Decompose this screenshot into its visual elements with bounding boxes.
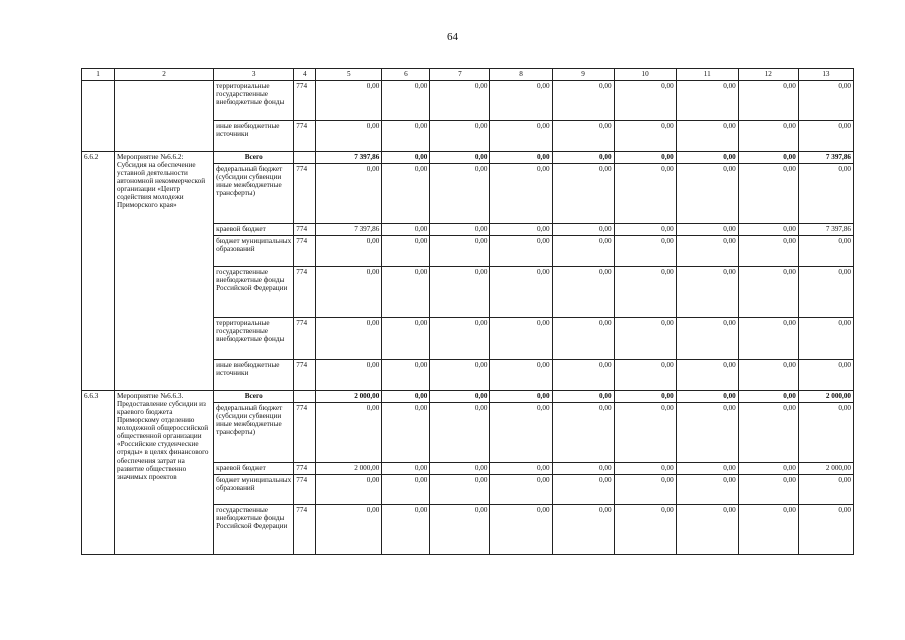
amount-cell: 0,00 bbox=[798, 236, 853, 267]
amount-cell: 0,00 bbox=[614, 318, 676, 360]
amount-cell: 0,00 bbox=[614, 164, 676, 224]
event-name-cell: Мероприятие №6.6.3. Предоставление субсидии из краевого бюджета Приморскому отделению молодежной общероссийской общественной организации «Российские студенческие отряды» в целях финансового обеспечения затрат на развитие общественно значимых проектов bbox=[115, 391, 214, 555]
source-cell: федеральный бюджет (субсидии субвенции иные межбюджетные трансферты) bbox=[214, 164, 294, 224]
column-header: 2 bbox=[115, 69, 214, 81]
grbs-cell: 774 bbox=[294, 121, 316, 152]
amount-cell: 0,00 bbox=[614, 81, 676, 121]
grbs-cell: 774 bbox=[294, 164, 316, 224]
amount-cell: 0,00 bbox=[490, 391, 552, 403]
amount-cell: 0,00 bbox=[798, 403, 853, 463]
amount-cell: 0,00 bbox=[552, 164, 614, 224]
column-header: 13 bbox=[798, 69, 853, 81]
table-row bbox=[82, 81, 854, 121]
row-number-cell: 6.6.3 bbox=[82, 391, 115, 555]
amount-cell: 0,00 bbox=[490, 475, 552, 505]
amount-cell: 0,00 bbox=[382, 236, 430, 267]
amount-cell: 0,00 bbox=[676, 164, 738, 224]
amount-cell: 0,00 bbox=[430, 318, 490, 360]
amount-cell: 0,00 bbox=[614, 224, 676, 236]
page-number: 64 bbox=[447, 31, 458, 43]
amount-cell: 0,00 bbox=[614, 475, 676, 505]
amount-cell: 0,00 bbox=[614, 463, 676, 475]
amount-cell: 0,00 bbox=[490, 121, 552, 152]
column-header: 4 bbox=[294, 69, 316, 81]
amount-cell: 0,00 bbox=[430, 391, 490, 403]
amount-cell: 0,00 bbox=[738, 318, 798, 360]
amount-cell: 0,00 bbox=[738, 463, 798, 475]
amount-cell: 7 397,86 bbox=[316, 152, 382, 164]
source-cell: краевой бюджет bbox=[214, 224, 294, 236]
amount-cell: 0,00 bbox=[430, 236, 490, 267]
amount-cell: 0,00 bbox=[430, 224, 490, 236]
amount-cell: 0,00 bbox=[738, 360, 798, 391]
event-name-cell: Мероприятие №6.6.2: Субсидия на обеспечение уставной деятельности автономной некоммерческой организации «Центр содействия молодежи Приморского края» bbox=[115, 152, 214, 391]
amount-cell: 0,00 bbox=[552, 81, 614, 121]
grbs-cell bbox=[294, 152, 316, 164]
grbs-cell: 774 bbox=[294, 318, 316, 360]
source-cell: государственные внебюджетные фонды Российской Федерации bbox=[214, 505, 294, 555]
amount-cell: 0,00 bbox=[798, 267, 853, 318]
amount-cell: 0,00 bbox=[676, 267, 738, 318]
column-header: 6 bbox=[382, 69, 430, 81]
amount-cell: 0,00 bbox=[490, 164, 552, 224]
amount-cell: 0,00 bbox=[552, 152, 614, 164]
amount-cell: 0,00 bbox=[382, 121, 430, 152]
amount-cell: 0,00 bbox=[738, 152, 798, 164]
column-header: 5 bbox=[316, 69, 382, 81]
amount-cell: 0,00 bbox=[738, 224, 798, 236]
amount-cell: 0,00 bbox=[676, 236, 738, 267]
amount-cell: 0,00 bbox=[316, 164, 382, 224]
amount-cell: 0,00 bbox=[490, 224, 552, 236]
column-header: 3 bbox=[214, 69, 294, 81]
amount-cell: 0,00 bbox=[430, 463, 490, 475]
event-name-cell bbox=[115, 81, 214, 152]
source-cell: бюджет муниципальных образований bbox=[214, 236, 294, 267]
amount-cell: 0,00 bbox=[382, 81, 430, 121]
table-row bbox=[82, 391, 854, 403]
amount-cell: 0,00 bbox=[382, 224, 430, 236]
amount-cell: 0,00 bbox=[316, 403, 382, 463]
amount-cell: 0,00 bbox=[430, 360, 490, 391]
amount-cell: 0,00 bbox=[382, 318, 430, 360]
column-header: 8 bbox=[490, 69, 552, 81]
amount-cell: 0,00 bbox=[316, 81, 382, 121]
amount-cell: 0,00 bbox=[738, 164, 798, 224]
amount-cell: 0,00 bbox=[382, 505, 430, 555]
amount-cell: 0,00 bbox=[614, 121, 676, 152]
amount-cell: 0,00 bbox=[430, 81, 490, 121]
amount-cell: 0,00 bbox=[552, 318, 614, 360]
amount-cell: 0,00 bbox=[552, 224, 614, 236]
source-cell: территориальные государственные внебюджетные фонды bbox=[214, 81, 294, 121]
amount-cell: 0,00 bbox=[490, 403, 552, 463]
amount-cell: 7 397,86 bbox=[798, 224, 853, 236]
amount-cell: 2 000,00 bbox=[316, 463, 382, 475]
amount-cell: 7 397,86 bbox=[798, 152, 853, 164]
table-row bbox=[82, 152, 854, 164]
amount-cell: 0,00 bbox=[614, 267, 676, 318]
amount-cell: 0,00 bbox=[430, 121, 490, 152]
amount-cell: 0,00 bbox=[382, 152, 430, 164]
amount-cell: 0,00 bbox=[382, 403, 430, 463]
row-number-cell: 6.6.2 bbox=[82, 152, 115, 391]
amount-cell: 0,00 bbox=[676, 224, 738, 236]
column-header: 7 bbox=[430, 69, 490, 81]
amount-cell: 0,00 bbox=[430, 267, 490, 318]
amount-cell: 0,00 bbox=[430, 152, 490, 164]
amount-cell: 0,00 bbox=[738, 403, 798, 463]
amount-cell: 0,00 bbox=[552, 121, 614, 152]
grbs-cell: 774 bbox=[294, 403, 316, 463]
amount-cell: 0,00 bbox=[490, 318, 552, 360]
amount-cell: 0,00 bbox=[676, 391, 738, 403]
amount-cell: 0,00 bbox=[552, 267, 614, 318]
amount-cell: 0,00 bbox=[382, 463, 430, 475]
amount-cell: 0,00 bbox=[676, 505, 738, 555]
grbs-cell: 774 bbox=[294, 81, 316, 121]
amount-cell: 0,00 bbox=[552, 463, 614, 475]
amount-cell: 0,00 bbox=[614, 360, 676, 391]
amount-cell: 0,00 bbox=[614, 236, 676, 267]
amount-cell: 0,00 bbox=[798, 360, 853, 391]
amount-cell: 0,00 bbox=[676, 152, 738, 164]
amount-cell: 0,00 bbox=[798, 121, 853, 152]
amount-cell: 0,00 bbox=[738, 475, 798, 505]
amount-cell: 0,00 bbox=[798, 475, 853, 505]
amount-cell: 0,00 bbox=[490, 463, 552, 475]
amount-cell: 0,00 bbox=[738, 81, 798, 121]
amount-cell: 0,00 bbox=[676, 81, 738, 121]
amount-cell: 0,00 bbox=[316, 360, 382, 391]
amount-cell: 0,00 bbox=[738, 121, 798, 152]
amount-cell: 0,00 bbox=[738, 391, 798, 403]
source-cell: Всего bbox=[214, 152, 294, 164]
amount-cell: 2 000,00 bbox=[798, 463, 853, 475]
row-number-cell bbox=[82, 81, 115, 152]
amount-cell: 0,00 bbox=[490, 81, 552, 121]
column-header: 12 bbox=[738, 69, 798, 81]
source-cell: бюджет муниципальных образований bbox=[214, 475, 294, 505]
amount-cell: 0,00 bbox=[614, 391, 676, 403]
source-cell: территориальные государственные внебюджетные фонды bbox=[214, 318, 294, 360]
amount-cell: 0,00 bbox=[676, 121, 738, 152]
amount-cell: 0,00 bbox=[552, 360, 614, 391]
amount-cell: 0,00 bbox=[490, 360, 552, 391]
amount-cell: 0,00 bbox=[738, 236, 798, 267]
amount-cell: 0,00 bbox=[614, 505, 676, 555]
amount-cell: 0,00 bbox=[316, 236, 382, 267]
amount-cell: 0,00 bbox=[738, 505, 798, 555]
amount-cell: 0,00 bbox=[316, 121, 382, 152]
amount-cell: 0,00 bbox=[430, 475, 490, 505]
amount-cell: 0,00 bbox=[382, 391, 430, 403]
amount-cell: 0,00 bbox=[552, 236, 614, 267]
budget-table bbox=[81, 68, 854, 555]
amount-cell: 0,00 bbox=[614, 152, 676, 164]
grbs-cell: 774 bbox=[294, 463, 316, 475]
source-cell: государственные внебюджетные фонды Российской Федерации bbox=[214, 267, 294, 318]
column-header: 11 bbox=[676, 69, 738, 81]
header-row bbox=[82, 69, 854, 81]
amount-cell: 0,00 bbox=[382, 475, 430, 505]
amount-cell: 0,00 bbox=[430, 505, 490, 555]
amount-cell: 0,00 bbox=[676, 475, 738, 505]
amount-cell: 0,00 bbox=[430, 164, 490, 224]
grbs-cell: 774 bbox=[294, 267, 316, 318]
amount-cell: 0,00 bbox=[614, 403, 676, 463]
column-header: 1 bbox=[82, 69, 115, 81]
column-header: 10 bbox=[614, 69, 676, 81]
amount-cell: 0,00 bbox=[316, 505, 382, 555]
amount-cell: 0,00 bbox=[738, 267, 798, 318]
amount-cell: 0,00 bbox=[490, 152, 552, 164]
amount-cell: 0,00 bbox=[490, 236, 552, 267]
amount-cell: 0,00 bbox=[490, 505, 552, 555]
amount-cell: 0,00 bbox=[552, 475, 614, 505]
amount-cell: 0,00 bbox=[316, 267, 382, 318]
amount-cell: 2 000,00 bbox=[798, 391, 853, 403]
amount-cell: 0,00 bbox=[798, 81, 853, 121]
amount-cell: 0,00 bbox=[430, 403, 490, 463]
source-cell: иные внебюджетные источники bbox=[214, 360, 294, 391]
amount-cell: 0,00 bbox=[798, 318, 853, 360]
amount-cell: 0,00 bbox=[676, 463, 738, 475]
source-cell: Всего bbox=[214, 391, 294, 403]
amount-cell: 0,00 bbox=[552, 391, 614, 403]
grbs-cell: 774 bbox=[294, 360, 316, 391]
amount-cell: 0,00 bbox=[552, 403, 614, 463]
amount-cell: 2 000,00 bbox=[316, 391, 382, 403]
grbs-cell: 774 bbox=[294, 475, 316, 505]
grbs-cell: 774 bbox=[294, 224, 316, 236]
amount-cell: 0,00 bbox=[382, 164, 430, 224]
column-header: 9 bbox=[552, 69, 614, 81]
amount-cell: 0,00 bbox=[676, 403, 738, 463]
amount-cell: 0,00 bbox=[552, 505, 614, 555]
grbs-cell bbox=[294, 391, 316, 403]
amount-cell: 0,00 bbox=[798, 505, 853, 555]
amount-cell: 0,00 bbox=[676, 318, 738, 360]
amount-cell: 0,00 bbox=[676, 360, 738, 391]
amount-cell: 0,00 bbox=[490, 267, 552, 318]
source-cell: иные внебюджетные источники bbox=[214, 121, 294, 152]
amount-cell: 0,00 bbox=[382, 267, 430, 318]
amount-cell: 0,00 bbox=[798, 164, 853, 224]
grbs-cell: 774 bbox=[294, 236, 316, 267]
amount-cell: 7 397,86 bbox=[316, 224, 382, 236]
grbs-cell: 774 bbox=[294, 505, 316, 555]
amount-cell: 0,00 bbox=[382, 360, 430, 391]
amount-cell: 0,00 bbox=[316, 318, 382, 360]
source-cell: федеральный бюджет (субсидии субвенции иные межбюджетные трансферты) bbox=[214, 403, 294, 463]
source-cell: краевой бюджет bbox=[214, 463, 294, 475]
amount-cell: 0,00 bbox=[316, 475, 382, 505]
